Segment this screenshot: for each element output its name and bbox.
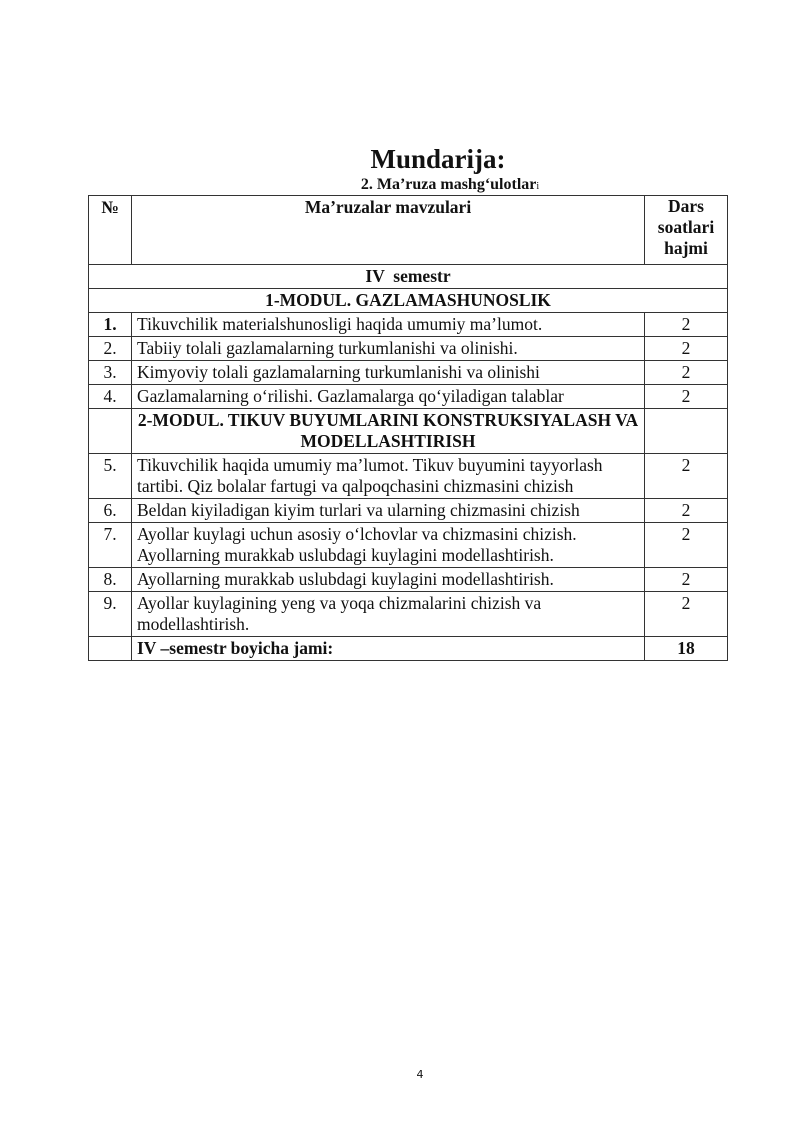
subtitle [0,176,800,194]
row-topic: Beldan kiyiladigan kiyim turlari va ularning chizmasini chizish [132,499,645,523]
header-number: № [89,196,132,265]
row-number: 2. [89,337,132,361]
row-topic: Tikuvchilik haqida umumiy ma’lumot. Tikuv buyumini tayyorlash tartibi. Qiz bolalar fartugi va qalpoqchasini chizmasini chizish [132,454,645,499]
subtitle-text: 2. Ma’ruza mashg‘ulotlar [360,176,537,193]
table-row [89,568,728,592]
row-hours: 2 [645,523,728,568]
header-topic: Ma’ruzalar mavzulari [132,196,645,265]
row-topic: Ayollar kuylagining yeng va yoqa chizmalarini chizish va modellashtirish. [132,592,645,637]
row-number: 4. [89,385,132,409]
row-topic: Tikuvchilik materialshunosligi haqida umumiy ma’lumot. [132,313,645,337]
table-row [89,523,728,568]
semester-row [89,265,728,289]
table-row [89,499,728,523]
table-row [89,313,728,337]
semester-label: IV semestr [89,265,728,289]
row-hours: 2 [645,337,728,361]
table-row [89,385,728,409]
row-number: 7. [89,523,132,568]
row-topic: Kimyoviy tolali gazlamalarning turkumlanishi va olinishi [132,361,645,385]
table-row [89,592,728,637]
row-number: 1. [89,313,132,337]
module2-row [89,409,728,454]
total-hours: 18 [645,637,728,661]
contents-table [88,195,728,661]
row-hours: 2 [645,568,728,592]
row-hours: 2 [645,361,728,385]
subtitle-suffix: i [536,181,540,192]
row-number: 5. [89,454,132,499]
module2-empty-cell [89,409,132,454]
total-row [89,637,728,661]
row-topic: Gazlamalarning o‘rilishi. Gazlamalarga qo‘yiladigan talablar [132,385,645,409]
row-number: 8. [89,568,132,592]
row-topic: Ayollar kuylagi uchun asosiy o‘lchovlar va chizmasini chizish. Ayollarning murakkab uslubdagi kuylagini modellashtirish. [132,523,645,568]
table-row [89,454,728,499]
row-number: 9. [89,592,132,637]
header-hours: Dars soatlari hajmi [645,196,728,265]
row-topic: Ayollarning murakkab uslubdagi kuylagini modellashtirish. [132,568,645,592]
row-number: 3. [89,361,132,385]
module1-row [89,289,728,313]
table-header-row [89,196,728,265]
table-row [89,361,728,385]
row-hours: 2 [645,313,728,337]
row-hours: 2 [645,385,728,409]
module1-title: 1-MODUL. GAZLAMASHUNOSLIK [89,289,728,313]
page-title: Mundarija: [370,144,506,174]
row-hours: 2 [645,499,728,523]
row-number: 6. [89,499,132,523]
total-label: IV –semestr boyicha jami: [132,637,645,661]
page-number: 4 [416,1068,424,1081]
row-hours: 2 [645,592,728,637]
table-row [89,337,728,361]
module2-title: 2-MODUL. TIKUV BUYUMLARINI KONSTRUKSIYALASH VA MODELLASHTIRISH [132,409,645,454]
module2-empty-hours [645,409,728,454]
row-topic: Tabiiy tolali gazlamalarning turkumlanishi va olinishi. [132,337,645,361]
total-empty-cell [89,637,132,661]
row-hours: 2 [645,454,728,499]
